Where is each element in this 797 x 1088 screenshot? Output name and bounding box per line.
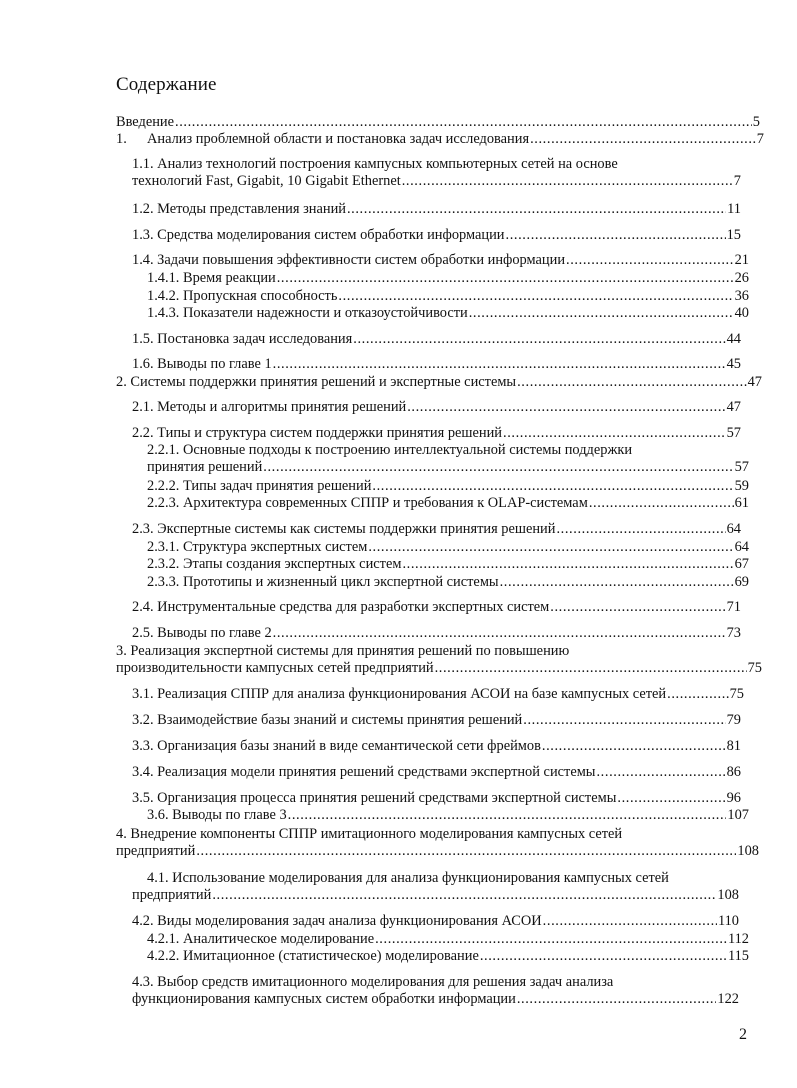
dot-leader — [530, 131, 756, 148]
toc-entry-label: 3.5. Организация процесса принятия решений средствами экспертной системы — [132, 790, 617, 806]
dot-leader — [375, 931, 727, 948]
toc-entry-page: 64 — [734, 539, 749, 555]
dot-leader — [596, 764, 725, 781]
toc-entry-page: 26 — [734, 270, 749, 286]
toc-entry-line — [147, 270, 749, 287]
dot-leader — [353, 331, 725, 348]
dot-leader — [288, 807, 727, 824]
toc-entry-label: 1.4.2. Пропускная способность — [147, 288, 338, 304]
toc-entry-label: 2.3.1. Структура экспертных систем — [147, 539, 368, 555]
toc-entry-label: предприятий — [132, 887, 212, 903]
toc-entry-line — [147, 948, 749, 965]
toc-entry-page: 11 — [727, 201, 741, 217]
dot-leader — [469, 305, 734, 322]
dot-leader — [550, 599, 725, 616]
toc-entry-page: 75 — [729, 686, 744, 702]
toc-entry-label: производительности кампусных сетей предприятий — [116, 660, 434, 676]
toc-entry-line — [147, 478, 749, 495]
toc-entry-page: 57 — [734, 459, 749, 475]
toc-entry-page: 45 — [726, 356, 741, 372]
toc-entry-line — [116, 114, 760, 131]
toc-entry-line — [132, 331, 741, 348]
toc-entry-label: 2.3.3. Прототипы и жизненный цикл экспертной системы — [147, 574, 499, 590]
toc-entry-line — [116, 374, 762, 391]
toc-entry-page: 57 — [726, 425, 741, 441]
toc-entry-line — [132, 425, 741, 442]
toc-entry-label: принятия решений — [147, 459, 263, 475]
toc-entry-label: 3.2. Взаимодействие базы знаний и системы принятия решений — [132, 712, 523, 728]
toc-entry-first-line: 2.2.1. Основные подходы к построению интеллектуальной системы поддержки — [147, 442, 633, 458]
toc-entry-label: 2.3. Экспертные системы как системы поддержки принятия решений — [132, 521, 556, 537]
toc-entry-label: 4.2.1. Аналитическое моделирование — [147, 931, 375, 947]
dot-leader — [523, 712, 725, 729]
toc-entry-label: 3.1. Реализация СППР для анализа функционирования АСОИ на базе кампусных сетей — [132, 686, 667, 702]
toc-entry-page: 81 — [726, 738, 741, 754]
toc-entry-line — [147, 459, 749, 476]
toc-entry-label: 2.4. Инструментальные средства для разработки экспертных систем — [132, 599, 550, 615]
toc-entry-line — [132, 991, 739, 1008]
dot-leader — [273, 356, 726, 373]
toc-entry-label: Анализ проблемной области и постановка задач исследования — [147, 131, 530, 147]
toc-entry-first-line: 4.3. Выбор средств имитационного моделирования для решения задач анализа — [132, 974, 614, 990]
toc-entry-line — [132, 252, 749, 269]
dot-leader — [566, 252, 734, 269]
toc-entry-page: 36 — [734, 288, 749, 304]
toc-entry-page: 107 — [727, 807, 749, 823]
toc-entry-line — [147, 931, 749, 948]
toc-entry-page: 59 — [734, 478, 749, 494]
toc-entry-label: 3.6. Выводы по главе 3 — [147, 807, 287, 823]
dot-leader — [402, 556, 733, 573]
toc-entry-page: 73 — [726, 625, 741, 641]
toc-entry-label: 1.4.3. Показатели надежности и отказоустойчивости — [147, 305, 468, 321]
toc-entry-page: 112 — [727, 931, 749, 947]
toc-entry-page: 47 — [726, 399, 741, 415]
toc-entry-line — [147, 556, 749, 573]
dot-leader — [407, 399, 725, 416]
toc-entry-label: 3.3. Организация базы знаний в виде семантической сети фреймов — [132, 738, 541, 754]
dot-leader — [667, 686, 728, 703]
toc-entry-page: 64 — [726, 521, 741, 537]
toc-entry-label: 1.5. Постановка задач исследования — [132, 331, 353, 347]
toc-entry-label: 4.2. Виды моделирования задач анализа функционирования АСОИ — [132, 913, 542, 929]
toc-entry-page: 108 — [737, 843, 759, 859]
toc-entry-label: 2.2.2. Типы задач принятия решений — [147, 478, 372, 494]
toc-entry-label: 2.2. Типы и структура систем поддержки принятия решений — [132, 425, 502, 441]
toc-entry-page: 5 — [752, 114, 760, 130]
dot-leader — [542, 738, 726, 755]
toc-entry-label: технологий Fast, Gigabit, 10 Gigabit Ethernet — [132, 173, 401, 189]
dot-leader — [556, 521, 725, 538]
toc-entry-line — [132, 399, 741, 416]
dot-leader — [517, 991, 717, 1008]
toc-entry-label: 1.3. Средства моделирования систем обработки информации — [132, 227, 505, 243]
toc-entry-label: 2. Системы поддержки принятия решений и экспертные системы — [116, 374, 517, 390]
dot-leader — [368, 539, 733, 556]
toc-entry-label: 3.4. Реализация модели принятия решений средствами экспертной системы — [132, 764, 596, 780]
toc-entry-label: 1.2. Методы представления знаний — [132, 201, 346, 217]
dot-leader — [480, 948, 727, 965]
toc-entry-label: предприятий — [116, 843, 196, 859]
toc-entry-line — [116, 660, 762, 677]
dot-leader — [175, 114, 752, 131]
dot-leader — [338, 288, 733, 305]
dot-leader — [435, 660, 747, 677]
toc-entry-page: 122 — [717, 991, 739, 1007]
page-title: Содержание — [116, 74, 217, 95]
toc-entry-line — [147, 305, 749, 322]
toc-entry-page: 115 — [727, 948, 749, 964]
dot-leader — [617, 790, 725, 807]
toc-entry-page: 21 — [734, 252, 749, 268]
toc-entry-label: 1.4. Задачи повышения эффективности систем обработки информации — [132, 252, 566, 268]
toc-entry-line — [132, 712, 741, 729]
dot-leader — [277, 270, 734, 287]
toc-entry-page: 7 — [733, 173, 741, 189]
toc-entry-first-line: 4. Внедрение компоненты СППР имитационного моделирования кампусных сетей — [116, 826, 623, 842]
dot-leader — [402, 173, 733, 190]
toc-entry-line — [132, 173, 741, 190]
toc-entry-first-line: 3. Реализация экспертной системы для принятия решений по повышению — [116, 643, 570, 659]
dot-leader — [543, 913, 717, 930]
dot-leader — [506, 227, 726, 244]
dot-leader — [372, 478, 733, 495]
toc-entry-label: 2.2.3. Архитектура современных СППР и требования к OLAP-системам — [147, 495, 588, 511]
toc-entry-line — [132, 599, 741, 616]
toc-entry-line — [132, 686, 744, 703]
toc-entry-line — [132, 913, 739, 930]
toc-entry-line — [132, 790, 741, 807]
toc-entry-line — [132, 887, 739, 904]
toc-entry-page: 108 — [717, 887, 739, 903]
toc-entry-page: 86 — [726, 764, 741, 780]
toc-entry-page: 71 — [726, 599, 741, 615]
toc-entry-page: 67 — [734, 556, 749, 572]
dot-leader — [589, 495, 734, 512]
toc-entry-label: функционирования кампусных систем обработки информации — [132, 991, 516, 1007]
toc-entry-page: 40 — [734, 305, 749, 321]
toc-entry-label: 1.4.1. Время реакции — [147, 270, 276, 286]
toc-entry-line — [116, 843, 759, 860]
toc-entry-page: 69 — [734, 574, 749, 590]
toc-entry-line — [132, 764, 741, 781]
toc-entry-line — [132, 521, 741, 538]
toc-entry-line — [147, 288, 749, 305]
dot-leader — [347, 201, 726, 218]
toc-entry-line — [132, 625, 741, 642]
toc-entry-line — [132, 738, 741, 755]
toc-entry-line — [147, 574, 749, 591]
dot-leader — [503, 425, 726, 442]
toc-entry-page: 75 — [747, 660, 762, 676]
toc-entry-page: 47 — [747, 374, 762, 390]
toc-entry-page: 15 — [726, 227, 741, 243]
toc-entry-first-line: 1.1. Анализ технологий построения кампусных компьютерных сетей на основе — [132, 156, 618, 172]
toc-entry-line — [132, 227, 741, 244]
toc-entry-line — [147, 495, 749, 512]
toc-entry-label: 2.3.2. Этапы создания экспертных систем — [147, 556, 402, 572]
toc-entry-label: 1.6. Выводы по главе 1 — [132, 356, 272, 372]
toc-entry-page: 44 — [726, 331, 741, 347]
dot-leader — [500, 574, 734, 591]
toc-entry-label: 2.1. Методы и алгоритмы принятия решений — [132, 399, 407, 415]
toc-entry-label: 4.2.2. Имитационное (статистическое) моделирование — [147, 948, 479, 964]
toc-entry-line — [132, 201, 741, 218]
toc-entry-line — [147, 539, 749, 556]
toc-entry-page: 7 — [756, 131, 764, 147]
toc-entry-page: 79 — [726, 712, 741, 728]
toc-entry-label: Введение — [116, 114, 175, 130]
toc-entry-label: 2.5. Выводы по главе 2 — [132, 625, 272, 641]
toc-entry-first-line: 4.1. Использование моделирования для анализа функционирования кампусных сетей — [147, 870, 669, 886]
dot-leader — [196, 843, 736, 860]
toc-entry-line — [147, 131, 764, 148]
toc-entry-number: 1. — [116, 131, 127, 147]
dot-leader — [273, 625, 726, 642]
toc-entry-line — [147, 807, 749, 824]
dot-leader — [517, 374, 747, 391]
dot-leader — [263, 459, 733, 476]
toc-entry-page: 96 — [726, 790, 741, 806]
toc-entry-line — [132, 356, 741, 373]
toc-entry-page: 110 — [717, 913, 739, 929]
dot-leader — [212, 887, 716, 904]
toc-entry-page: 61 — [734, 495, 749, 511]
page-number: 2 — [739, 1026, 747, 1043]
